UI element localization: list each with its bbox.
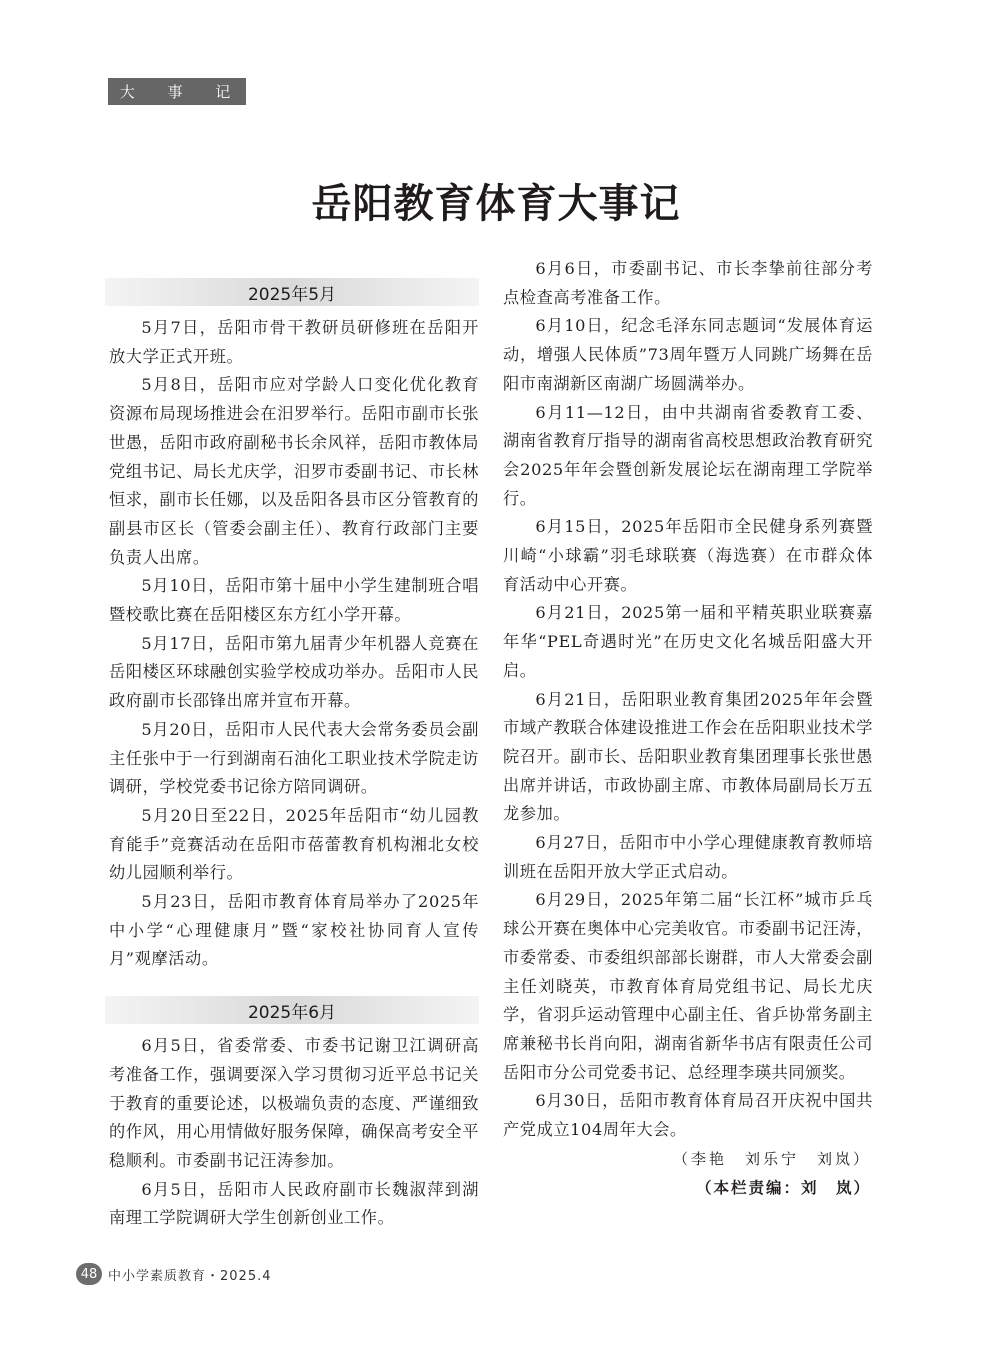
page-number-badge: 48 (76, 1263, 102, 1285)
event-entry: 5月7日，岳阳市骨干教研员研修班在岳阳开放大学正式开班。 (109, 318, 479, 366)
page-title: 岳阳教育体育大事记 (311, 181, 681, 227)
event-entry: 6月11—12日，由中共湖南省委教育工委、湖南省教育厅指导的湖南省高校思想政治教育研究会2025年年会暨创新发展论坛在湖南理工学院举行。 (503, 402, 873, 508)
event-entry: 5月23日，岳阳市教育体育局举办了2025年中小学“心理健康月”暨“家校社协同育人宣传月”观摩活动。 (109, 892, 479, 969)
event-entry: 6月29日，2025年第二届“长江杯”城市乒乓球公开赛在奥体中心完美收官。市委副书记汪涛，市委常委、市委组织部部长谢群，市人大常委会副主任刘晓英，市教育体育局党组书记、局长尤庆学，省羽乒运动管理中心副主任、省乒协常务副主席兼秘书长肖向阳，湖南省新华书店有限责任公司岳阳市分公司党委书记、总经理李瑛共同颁奖。 (503, 890, 873, 1082)
event-entry: 5月20日，岳阳市人民代表大会常务委员会副主任张中于一行到湖南石油化工职业技术学院走访调研，学校党委书记徐方陪同调研。 (109, 719, 479, 797)
journal-name: 中小学素质教育・2025.4 (108, 1268, 272, 1284)
month-heading-may: 2025年5月 (105, 278, 479, 306)
column-editor: （本栏责编：刘 岚） (695, 1178, 871, 1197)
event-entry: 6月15日，2025年岳阳市全民健身系列赛暨川崎“小球霸”羽毛球联赛（海选赛）在市群众体育活动中心开赛。 (503, 517, 873, 594)
event-entry: 6月10日，纪念毛泽东同志题词“发展体育运动，增强人民体质”73周年暨万人同跳广场舞在岳阳市南湖新区南湖广场圆满举办。 (503, 316, 873, 393)
event-entry: 5月17日，岳阳市第九届青少年机器人竞赛在岳阳楼区环球融创实验学校成功举办。岳阳市人民政府副市长邵锋出席并宣布开幕。 (109, 633, 479, 711)
event-entry: 5月8日，岳阳市应对学龄人口变化优化教育资源布局现场推进会在汨罗举行。岳阳市副市长张世愚，岳阳市政府副秘书长余风祥，岳阳市教体局党组书记、局长尤庆学，汨罗市委副书记、市长林恒求，副市长任娜，以及岳阳各县市区分管教育的副县市区长（管委会副主任）、教育行政部门主要负责人出席。 (109, 375, 479, 567)
event-entry: 6月21日，岳阳职业教育集团2025年年会暨市域产教联合体建设推进工作会在岳阳职业技术学院召开。副市长、岳阳职业教育集团理事长张世愚出席并讲话，市政协副主席、市教体局副局长万五龙参加。 (503, 689, 873, 824)
event-entry: 5月10日，岳阳市第十届中小学生建制班合唱暨校歌比赛在岳阳楼区东方红小学开幕。 (109, 576, 479, 625)
event-entry: 6月30日，岳阳市教育体育局召开庆祝中国共产党成立104周年大会。 (503, 1091, 873, 1140)
right-column (503, 255, 873, 1202)
section-tag: 大 事 记 (108, 78, 246, 105)
page-footer (76, 1263, 272, 1285)
month-heading-june: 2025年6月 (105, 996, 479, 1024)
event-entry: 6月21日，2025第一届和平精英职业联赛嘉年华“PEL奇遇时光”在历史文化名城岳阳盛大开启。 (503, 603, 873, 680)
event-entry: 5月20日至22日，2025年岳阳市“幼儿园教育能手”竞赛活动在岳阳市蓓蕾教育机构湘北女校幼儿园顺利举行。 (109, 805, 479, 883)
event-entry: 6月5日，省委常委、市委书记谢卫江调研高考准备工作，强调要深入学习贯彻习近平总书记关于教育的重要论述，以极端负责的态度、严谨细致的作风，用心用情做好服务保障，确保高考安全平稳顺利。市委副书记汪涛参加。 (109, 1036, 479, 1170)
left-column (109, 278, 479, 1233)
contributors-credit: （李艳 刘乐宁 刘岚） (672, 1149, 871, 1168)
event-entry: 6月27日，岳阳市中小学心理健康教育教师培训班在岳阳开放大学正式启动。 (503, 833, 873, 881)
event-entry: 6月5日，岳阳市人民政府副市长魏淑萍到湖南理工学院调研大学生创新创业工作。 (109, 1179, 479, 1228)
event-entry: 6月6日，市委副书记、市长李挚前往部分考点检查高考准备工作。 (503, 259, 873, 307)
